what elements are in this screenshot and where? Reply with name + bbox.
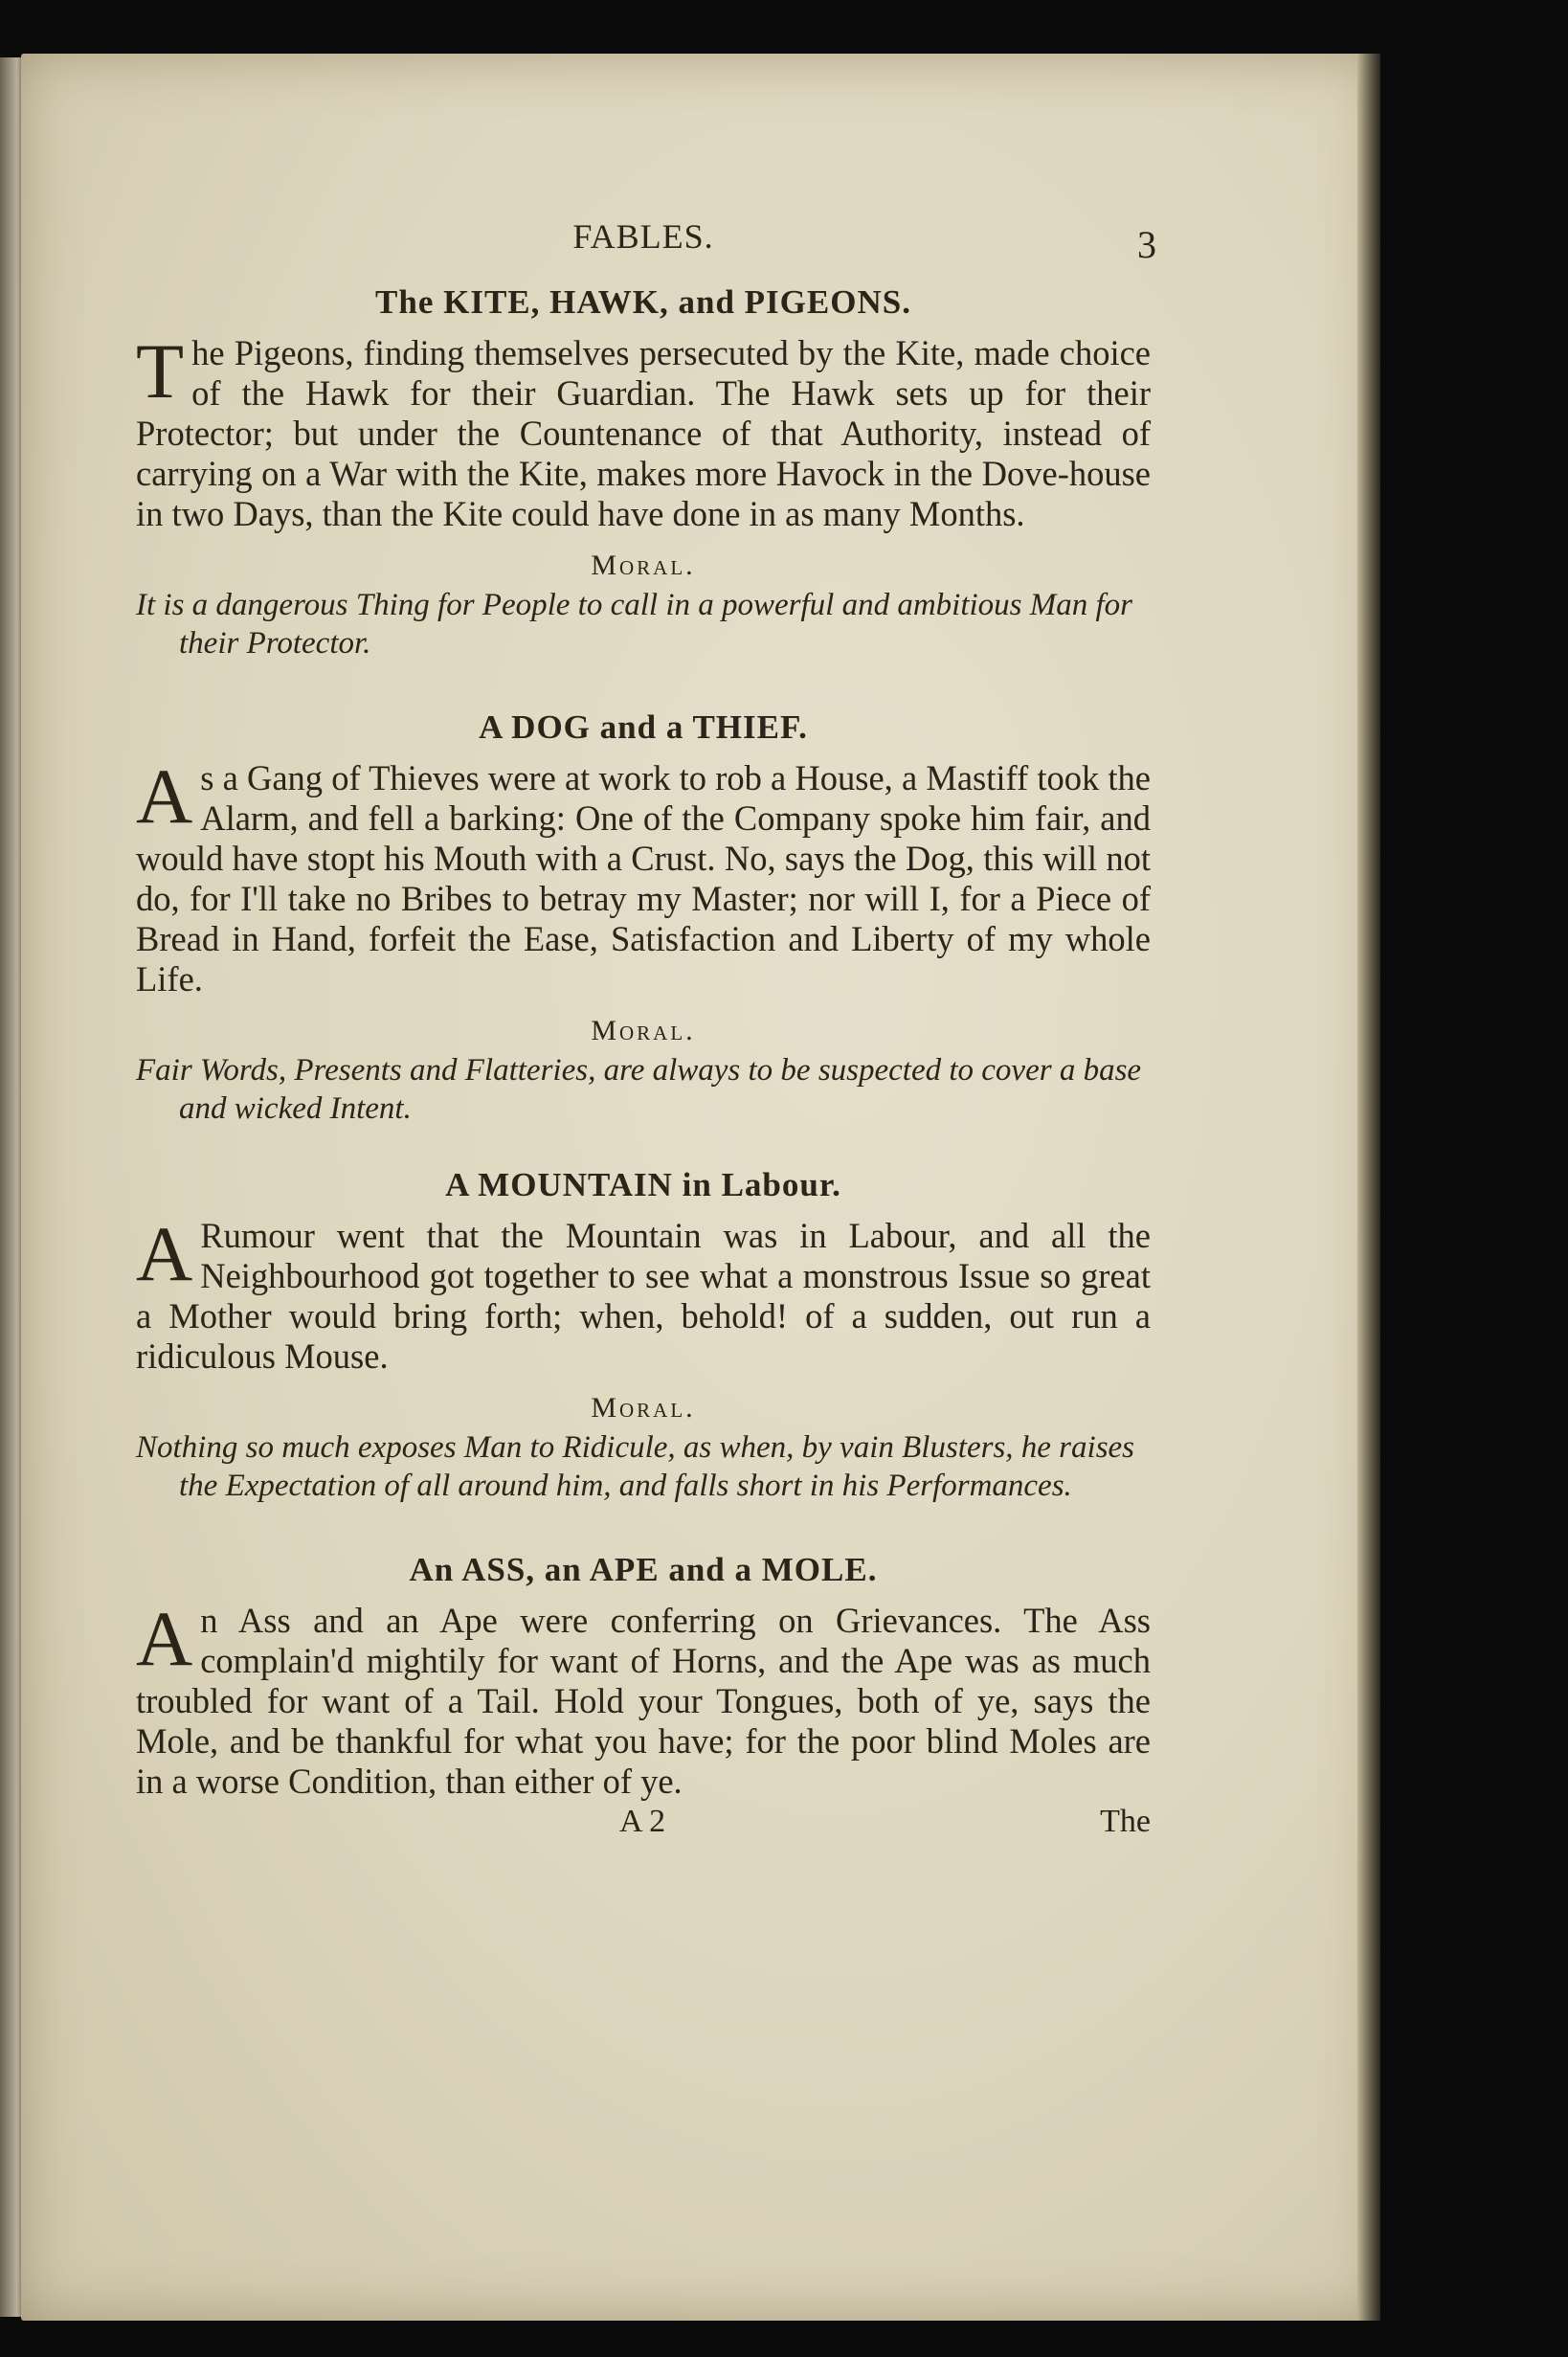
fable-text: n Ass and an Ape were conferring on Grievances. The Ass complain'd mightily for want of Horns, and the Ape was as much troubled for want of a Tail. Hold your Tongues, both of ye, says the Mole, and be thankful for what you have; for the poor blind Moles are in a worse Condition, than either of ye. (136, 1601, 1151, 1801)
fable-title: A DOG and a THIEF. (479, 708, 808, 746)
fable-body (136, 327, 1151, 534)
fable-ass-ape-mole (136, 1551, 1151, 1802)
fable-text: s a Gang of Thieves were at work to rob a House, a Mastiff took the Alarm, and fell a barking: One of the Company spoke him fair, and would have stopt his Mouth with a Crust. No, says the Dog, this will not do, for I'll take no Bribes to betray my Master; nor will I, for a Piece of Bread in Hand, forfeit the Ease, Satisfaction and Liberty of my whole Life. (136, 758, 1151, 999)
fable-text: he Pigeons, finding themselves persecuted by the Kite, made choice of the Hawk for their Guardian. The Hawk sets up for their Protector; but under the Countenance of that Authority, instead of carrying on a War with the Kite, makes more Havock in the Dove-house in two Days, than the Kite could have done in as many Months. (136, 333, 1151, 533)
book-page (21, 54, 1380, 2321)
page-spine (1357, 54, 1380, 2321)
moral-text: Nothing so much exposes Man to Ridicule, as when, by vain Blusters, he raises the Expectation of all around him, and falls short in his Performances. (136, 1430, 1135, 1503)
signature-mark: A 2 (619, 1804, 666, 1839)
page-number: 3 (1137, 223, 1156, 266)
moral-label: Moral. (591, 1392, 696, 1424)
moral-text: It is a dangerous Thing for People to call in a powerful and ambitious Man for their Protector. (136, 588, 1133, 661)
fable-kite-hawk-pigeons (136, 283, 1151, 662)
fable-dog-thief (136, 708, 1151, 1128)
text-block (136, 216, 1156, 1848)
fable-mountain-in-labour (136, 1166, 1151, 1505)
fable-title: An ASS, an APE and a MOLE. (409, 1551, 878, 1588)
running-head (136, 216, 1156, 283)
fable-body (136, 1595, 1151, 1802)
running-title: FABLES. (572, 217, 714, 256)
drop-cap: A (136, 1595, 193, 1682)
moral-label: Moral. (591, 550, 696, 581)
drop-cap: A (136, 1210, 193, 1297)
moral-text: Fair Words, Presents and Flatteries, are always to be suspected to cover a base and wicked Intent. (136, 1053, 1142, 1126)
fable-title: The KITE, HAWK, and PIGEONS. (375, 283, 911, 321)
fable-text: Rumour went that the Mountain was in Labour, and all the Neighbourhood got together to see what a monstrous Issue so great a Mother would bring forth; when, behold! of a sudden, out run a ridiculous Mouse. (136, 1216, 1151, 1376)
drop-cap: T (136, 327, 185, 415)
fable-body (136, 1210, 1151, 1377)
fable-title: A MOUNTAIN in Labour. (445, 1166, 841, 1203)
moral-label: Moral. (591, 1015, 696, 1046)
page-footer (136, 1804, 1151, 1848)
fable-body (136, 752, 1151, 999)
drop-cap: A (136, 752, 193, 840)
catchword: The (1100, 1804, 1151, 1839)
